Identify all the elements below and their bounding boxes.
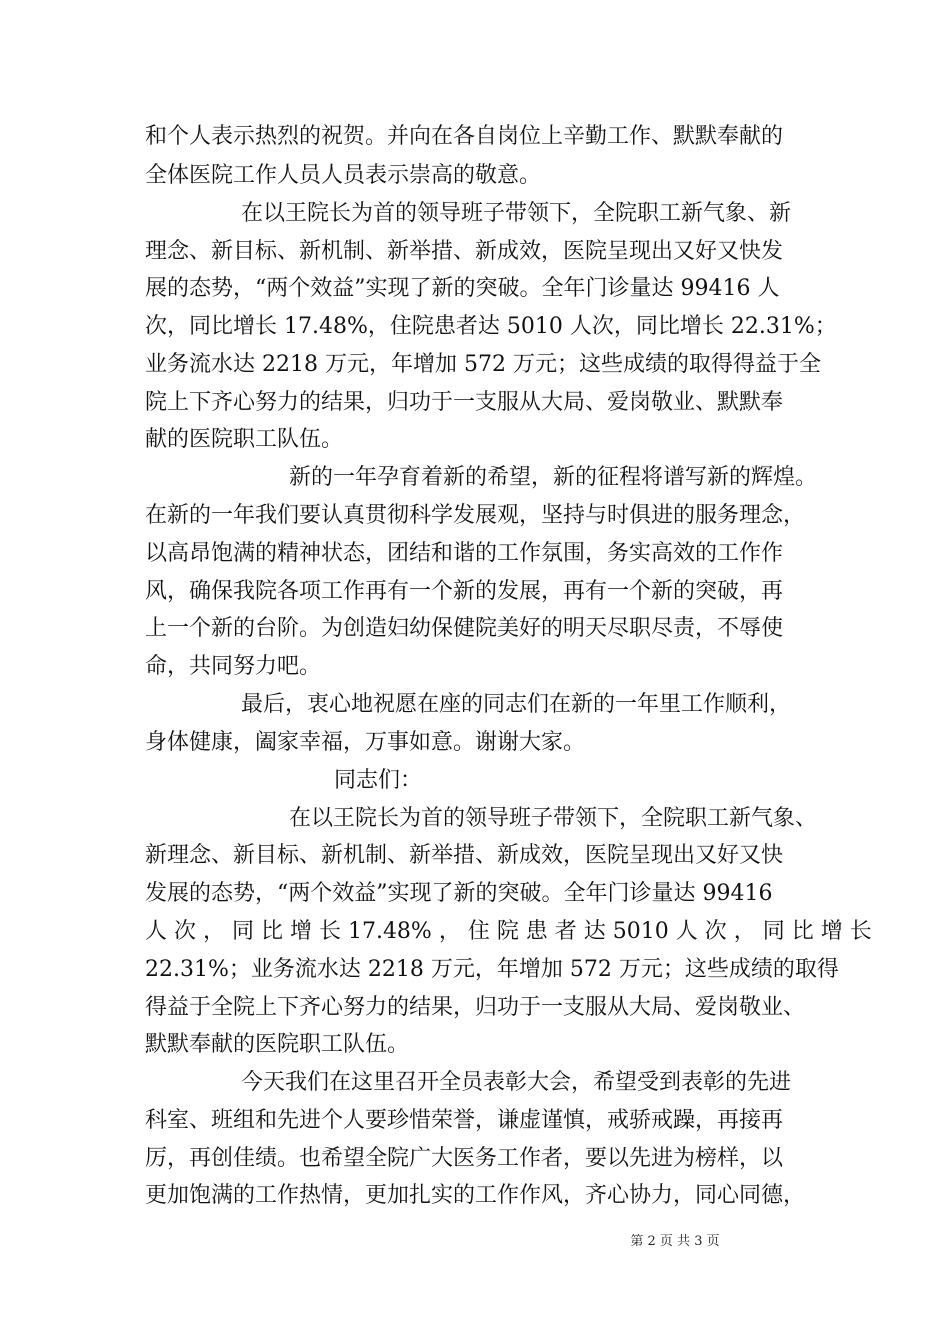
text-line: 命，共同努力吧。 xyxy=(145,654,322,679)
text-line: 在新的一年我们要认真贯彻科学发展观，坚持与时俱进的服务理念， xyxy=(145,503,806,528)
text-line: 22.31%；业务流水达 2218 万元，年增加 572 万元；这些成绩的取得 xyxy=(145,957,839,982)
text-line: 得益于全院上下齐心努力的结果，归功于一支服从大局、爱岗敬业、 xyxy=(145,995,806,1020)
text-line: 发展的态势，“两个效益”实现了新的突破。全年门诊量达 99416 xyxy=(145,881,773,906)
text-line: 在以王院长为首的领导班子带领下，全院职工新气象、 xyxy=(289,806,818,831)
text-line: 次，同比增长 17.48%，住院患者达 5010 人次，同比增长 22.31%； xyxy=(145,314,837,339)
text-line: 在以王院长为首的领导班子带领下，全院职工新气象、新 xyxy=(241,201,792,226)
text-line: 全体医院工作人员人员表示崇高的敬意。 xyxy=(145,163,542,188)
text-line: 人 次 ， 同 比 增 长 17.48% ， 住 院 患 者 达 5010 人 次 ， 同 比 增 长 xyxy=(145,919,872,944)
text-line: 展的态势，“两个效益”实现了新的突破。全年门诊量达 99416 人 xyxy=(145,276,780,301)
text-line: 献的医院职工队伍。 xyxy=(145,427,344,452)
text-line: 和个人表示热烈的祝贺。并向在各自岗位上辛勤工作、默默奉献的 xyxy=(145,124,784,149)
text-line: 最后，衷心地祝愿在座的同志们在新的一年里工作顺利， xyxy=(241,692,792,717)
page-footer: 第 2 页 共 3 页 xyxy=(630,1234,720,1249)
text-line: 默默奉献的医院职工队伍。 xyxy=(145,1032,410,1057)
text-line: 科室、班组和先进个人要珍惜荣誉，谦虚谨慎，戒骄戒躁，再接再 xyxy=(145,1108,784,1133)
text-line: 身体健康，阖家幸福，万事如意。谢谢大家。 xyxy=(145,730,586,755)
salutation: 同志们： xyxy=(334,768,423,793)
text-line: 以高昂饱满的精神状态，团结和谐的工作氛围，务实高效的工作作 xyxy=(145,541,784,566)
text-line: 业务流水达 2218 万元，年增加 572 万元；这些成绩的取得得益于全 xyxy=(145,352,821,377)
text-line: 新理念、新目标、新机制、新举措、新成效，医院呈现出又好又快 xyxy=(145,843,784,868)
text-line: 更加饱满的工作热情，更加扎实的工作作风，齐心协力，同心同德， xyxy=(145,1183,806,1208)
text-line: 新的一年孕育着新的希望，新的征程将谱写新的辉煌。 xyxy=(289,465,818,490)
text-line: 风，确保我院各项工作再有一个新的发展，再有一个新的突破，再 xyxy=(145,579,784,604)
text-line: 今天我们在这里召开全员表彰大会，希望受到表彰的先进 xyxy=(241,1070,792,1095)
text-line: 厉，再创佳绩。也希望全院广大医务工作者，要以先进为榜样，以 xyxy=(145,1146,784,1171)
text-line: 上一个新的台阶。为创造妇幼保健院美好的明天尽职尽责，不辱使 xyxy=(145,616,784,641)
text-line: 院上下齐心努力的结果，归功于一支服从大局、爱岗敬业、默默奉 xyxy=(145,390,784,415)
text-line: 理念、新目标、新机制、新举措、新成效，医院呈现出又好又快发 xyxy=(145,239,784,264)
